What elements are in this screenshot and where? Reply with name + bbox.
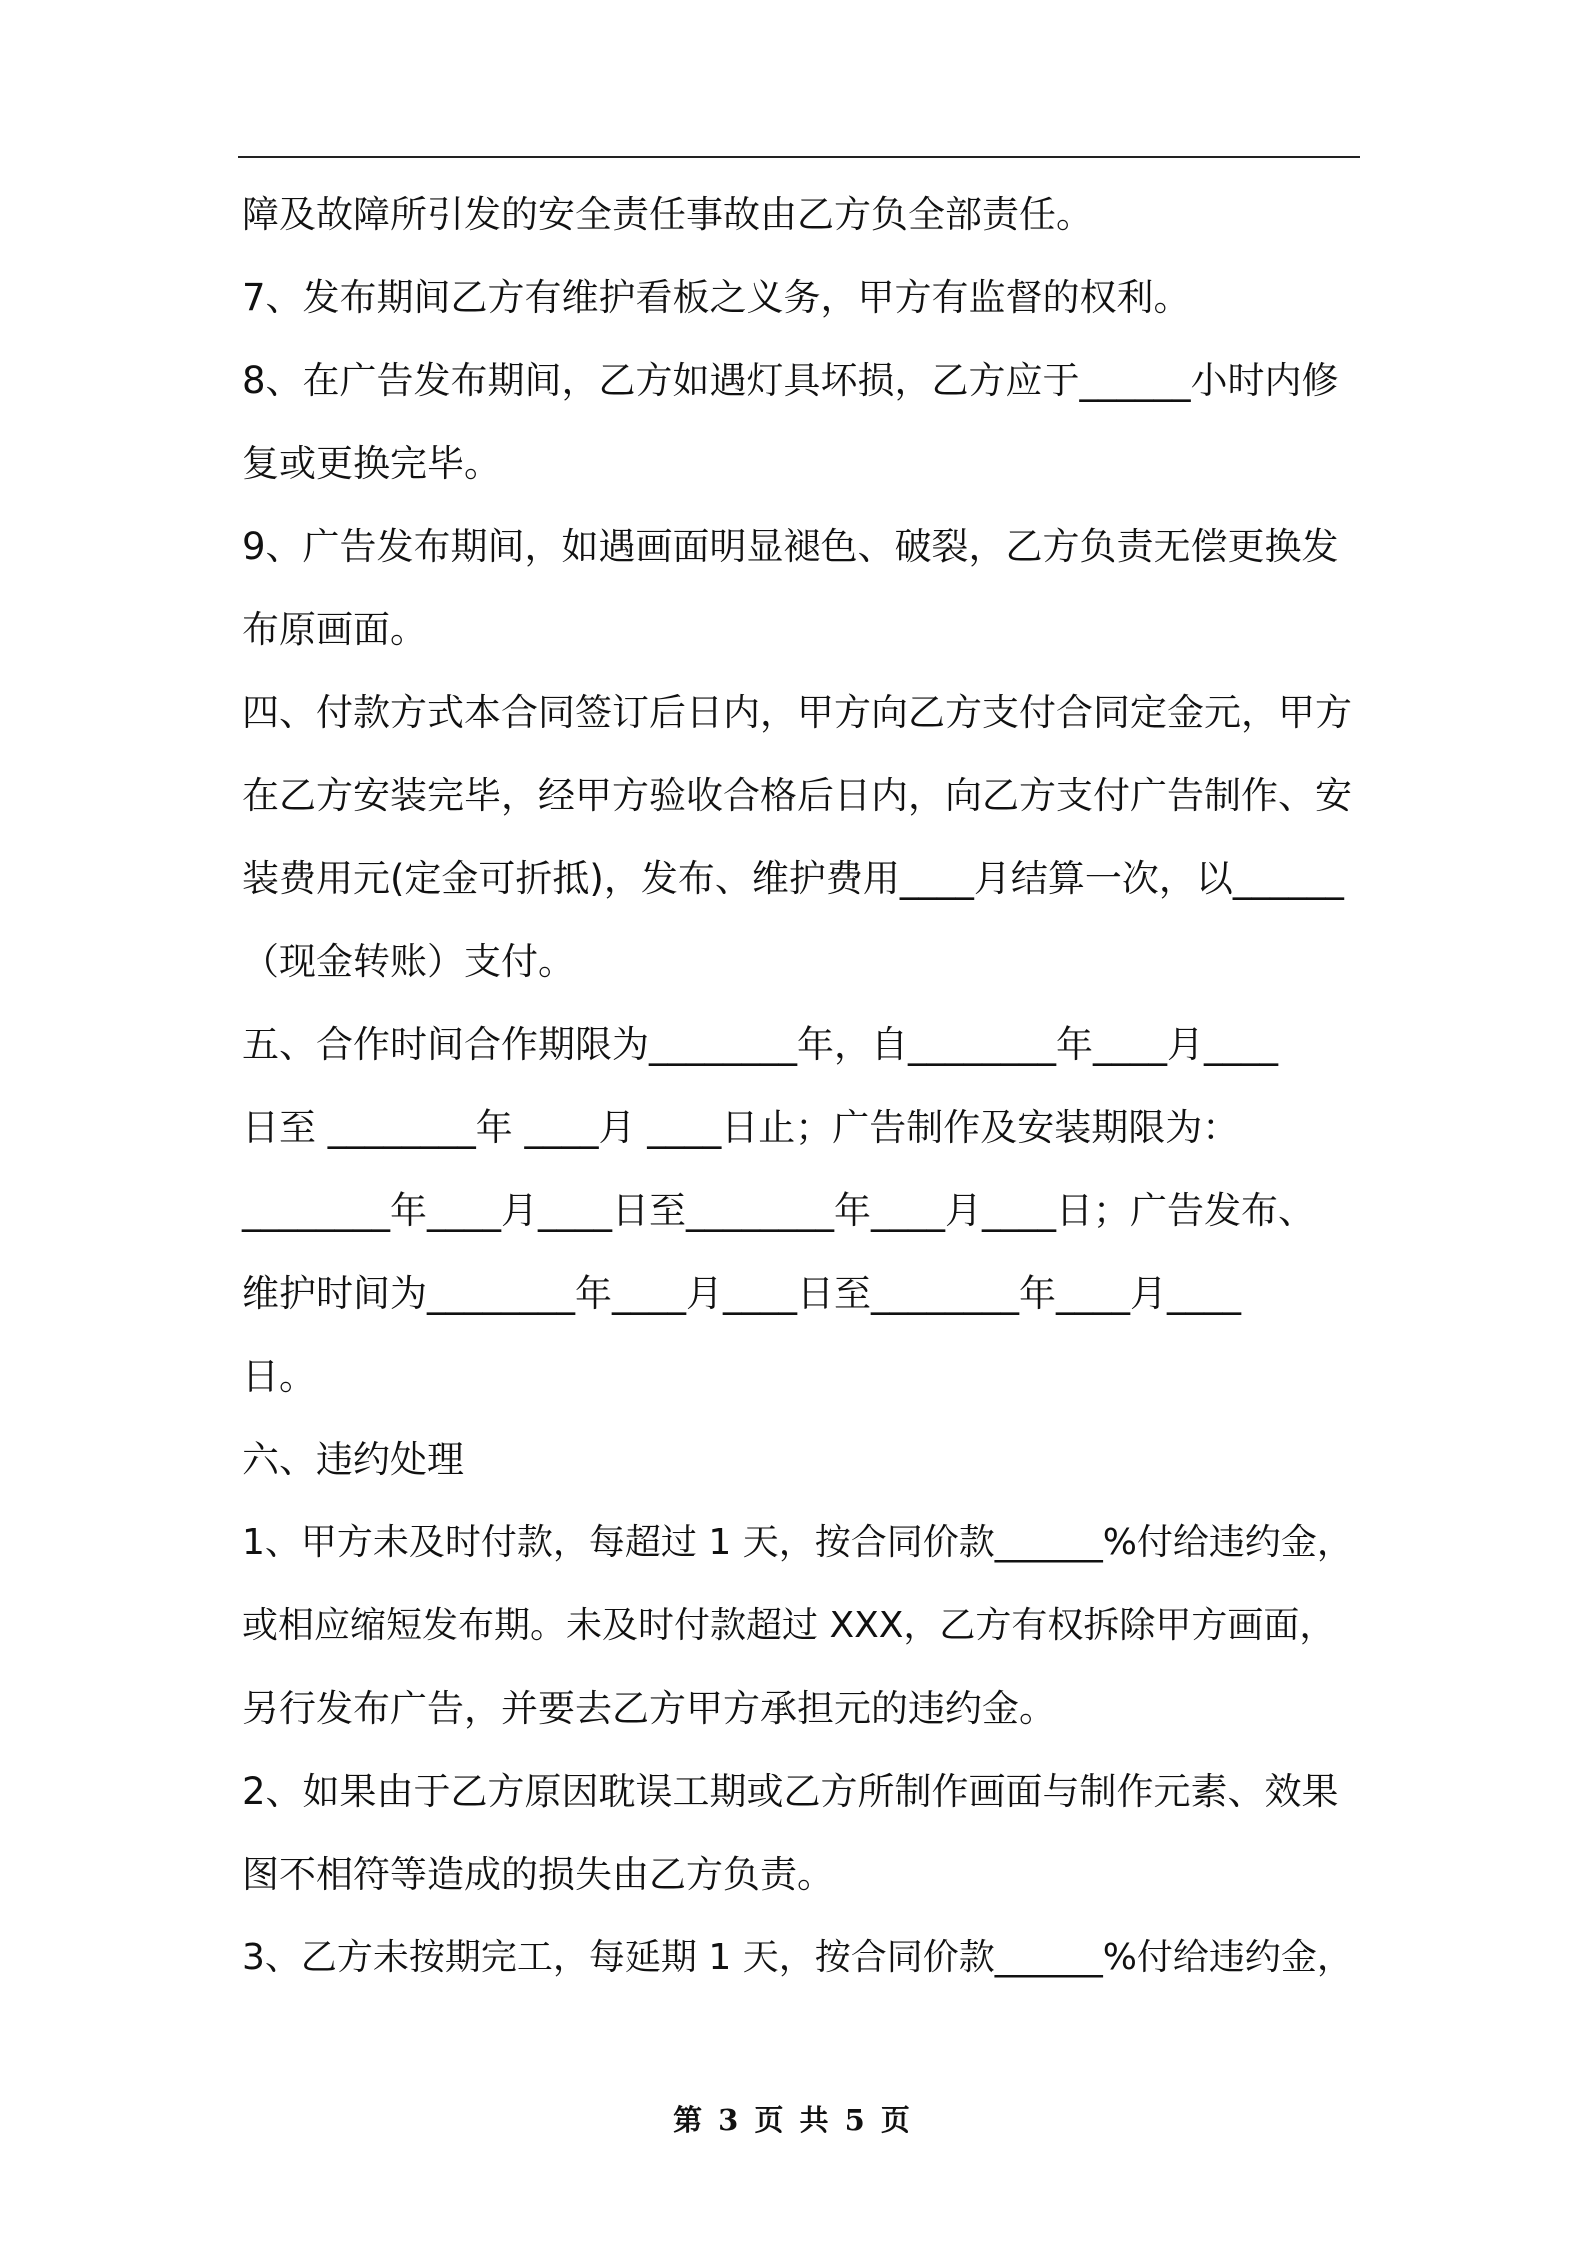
text-line: （现金转账）支付。 (242, 940, 575, 983)
text-line: 或相应缩短发布期。未及时付款超过 XXX，乙方有权拆除甲方画面， (242, 1605, 1336, 1646)
text-line: 2、如果由于乙方原因耽误工期或乙方所制作画面与制作元素、效果 (242, 1770, 1339, 1813)
text-line: 另行发布广告，并要去乙方甲方承担元的违约金。 (242, 1687, 1056, 1730)
text-line: 维护时间为________年____月____日至________年____月____ (242, 1272, 1241, 1315)
text-line: 布原画面。 (242, 608, 427, 651)
text-line: 日。 (242, 1355, 316, 1398)
text-line: 8、在广告发布期间，乙方如遇灯具坏损，乙方应于______小时内修 (242, 359, 1339, 402)
header-rule (238, 156, 1360, 158)
text-line: 1、甲方未及时付款，每超过 1 天，按合同价款______%付给违约金， (242, 1522, 1353, 1563)
text-line: 四、付款方式本合同签订后日内，甲方向乙方支付合同定金元，甲方 (242, 691, 1352, 734)
page-number-footer: 第 3 页 共 5 页 (673, 2103, 913, 2137)
text-line: 障及故障所引发的安全责任事故由乙方负全部责任。 (242, 193, 1093, 236)
text-line: ________年____月____日至________年____月____日；广告发布、 (242, 1189, 1315, 1232)
text-line: 在乙方安装完毕，经甲方验收合格后日内，向乙方支付广告制作、安 (242, 774, 1352, 817)
text-line: 六、违约处理 (242, 1438, 464, 1481)
text-line: 3、乙方未按期完工，每延期 1 天，按合同价款______%付给违约金， (242, 1937, 1353, 1978)
text-line: 9、广告发布期间，如遇画面明显褪色、破裂，乙方负责无偿更换发 (242, 525, 1339, 568)
text-line: 装费用元(定金可折抵)，发布、维护费用____月结算一次，以______ (242, 857, 1344, 900)
text-line: 五、合作时间合作期限为________年，自________年____月____ (242, 1023, 1278, 1066)
text-line: 复或更换完毕。 (242, 442, 501, 485)
text-line: 图不相符等造成的损失由乙方负责。 (242, 1853, 834, 1896)
text-line: 日至 ________年 ____月 ____日止；广告制作及安装期限为： (242, 1106, 1240, 1149)
text-line: 7、发布期间乙方有维护看板之义务，甲方有监督的权利。 (242, 276, 1191, 319)
